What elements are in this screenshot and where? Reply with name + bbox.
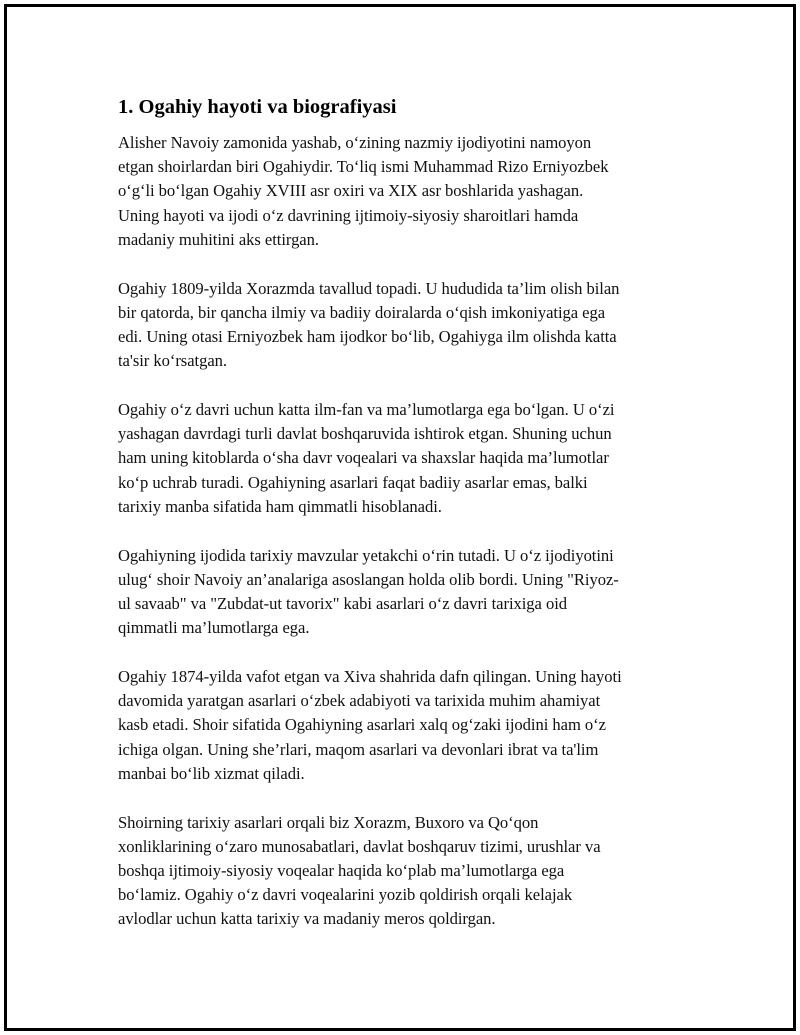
- text-line: tarixiy manba sifatida ham qimmatli hisoblanadi.: [118, 496, 442, 516]
- text-line: Alisher Navoiy zamonida yashab, o‘zining nazmiy ijodiyotini namoyon: [118, 133, 592, 152]
- paragraph-knowledge: [118, 398, 688, 519]
- text-line: davomida yaratgan asarlari o‘zbek adabiyoti va tarixida muhim ahamiyat: [118, 691, 601, 711]
- section-heading: 1. Ogahiy hayoti va biografiyasi: [118, 96, 397, 118]
- paragraph-birth: [118, 277, 688, 374]
- text-line: edi. Uning otasi Erniyozbek ham ijodkor bo‘lib, Ogahiyga ilm olishda katta: [118, 327, 617, 347]
- document-body: [118, 93, 688, 956]
- text-line: o‘g‘li bo‘lgan Ogahiy XVIII asr oxiri va XIX asr boshlarida yashagan.: [118, 181, 584, 201]
- text-line: Ogahiy 1874-yilda vafot etgan va Xiva shahrida dafn qilingan. Uning hayoti: [118, 667, 622, 687]
- paragraph-intro: [118, 131, 688, 252]
- text-line: Ogahiyning ijodida tarixiy mavzular yetakchi o‘rin tutadi. U o‘z ijodiyotini: [118, 545, 614, 565]
- text-line: ichiga olgan. Uning she’rlari, maqom asarlari va devonlari ibrat va ta'lim: [118, 739, 599, 759]
- text-line: xonliklarining o‘zaro munosabatlari, davlat boshqaruv tizimi, urushlar va: [118, 836, 601, 856]
- text-line: yashagan davrdagi turli davlat boshqaruvida ishtirok etgan. Shuning uchun: [118, 424, 612, 444]
- paragraph-historical-works: [118, 811, 688, 932]
- text-line: manbai bo‘lib xizmat qiladi.: [118, 763, 305, 783]
- text-line: Uning hayoti va ijodi o‘z davrining ijtimoiy-siyosiy sharoitlari hamda: [118, 205, 579, 225]
- text-line: qimmatli ma’lumotlarga ega.: [118, 618, 310, 638]
- text-line: kasb etadi. Shoir sifatida Ogahiyning asarlari xalq og‘zaki ijodini ham o‘z: [118, 715, 606, 735]
- text-line: madaniy muhitini aks ettirgan.: [118, 229, 319, 249]
- paragraph-historical-themes: [118, 544, 688, 641]
- paragraph-death-legacy: [118, 665, 688, 786]
- text-line: bir qatorda, bir qancha ilmiy va badiiy doiralarda o‘qish imkoniyatiga ega: [118, 302, 606, 322]
- text-line: avlodlar uchun katta tarixiy va madaniy meros qoldirgan.: [118, 909, 496, 929]
- text-line: etgan shoirlardan biri Ogahiydir. To‘liq ismi Muhammad Rizo Erniyozbek: [118, 157, 609, 177]
- text-line: ulug‘ shoir Navoiy an’analariga asoslangan holda olib bordi. Uning "Riyoz-: [118, 569, 619, 589]
- text-line: boshqa ijtimoiy-siyosiy voqealar haqida ko‘plab ma’lumotlarga ega: [118, 861, 565, 881]
- text-line: ta'sir ko‘rsatgan.: [118, 351, 227, 371]
- text-line: ko‘p uchrab turadi. Ogahiyning asarlari faqat badiiy asarlar emas, balki: [118, 472, 588, 492]
- text-line: ham uning kitoblarda o‘sha davr voqealari va shaxslar haqida ma’lumotlar: [118, 448, 609, 468]
- text-line: Ogahiy 1809-yilda Xorazmda tavallud topadi. U hududida ta’lim olish bilan: [118, 278, 620, 298]
- text-line: bo‘lamiz. Ogahiy o‘z davri voqealarini yozib qoldirish orqali kelajak: [118, 885, 573, 905]
- text-line: ul savaab" va "Zubdat-ut tavorix" kabi asarlari o‘z davri tarixiga oid: [118, 594, 568, 614]
- text-line: Shoirning tarixiy asarlari orqali biz Xorazm, Buxoro va Qo‘qon: [118, 812, 539, 832]
- text-line: Ogahiy o‘z davri uchun katta ilm-fan va ma’lumotlarga ega bo‘lgan. U o‘zi: [118, 400, 615, 420]
